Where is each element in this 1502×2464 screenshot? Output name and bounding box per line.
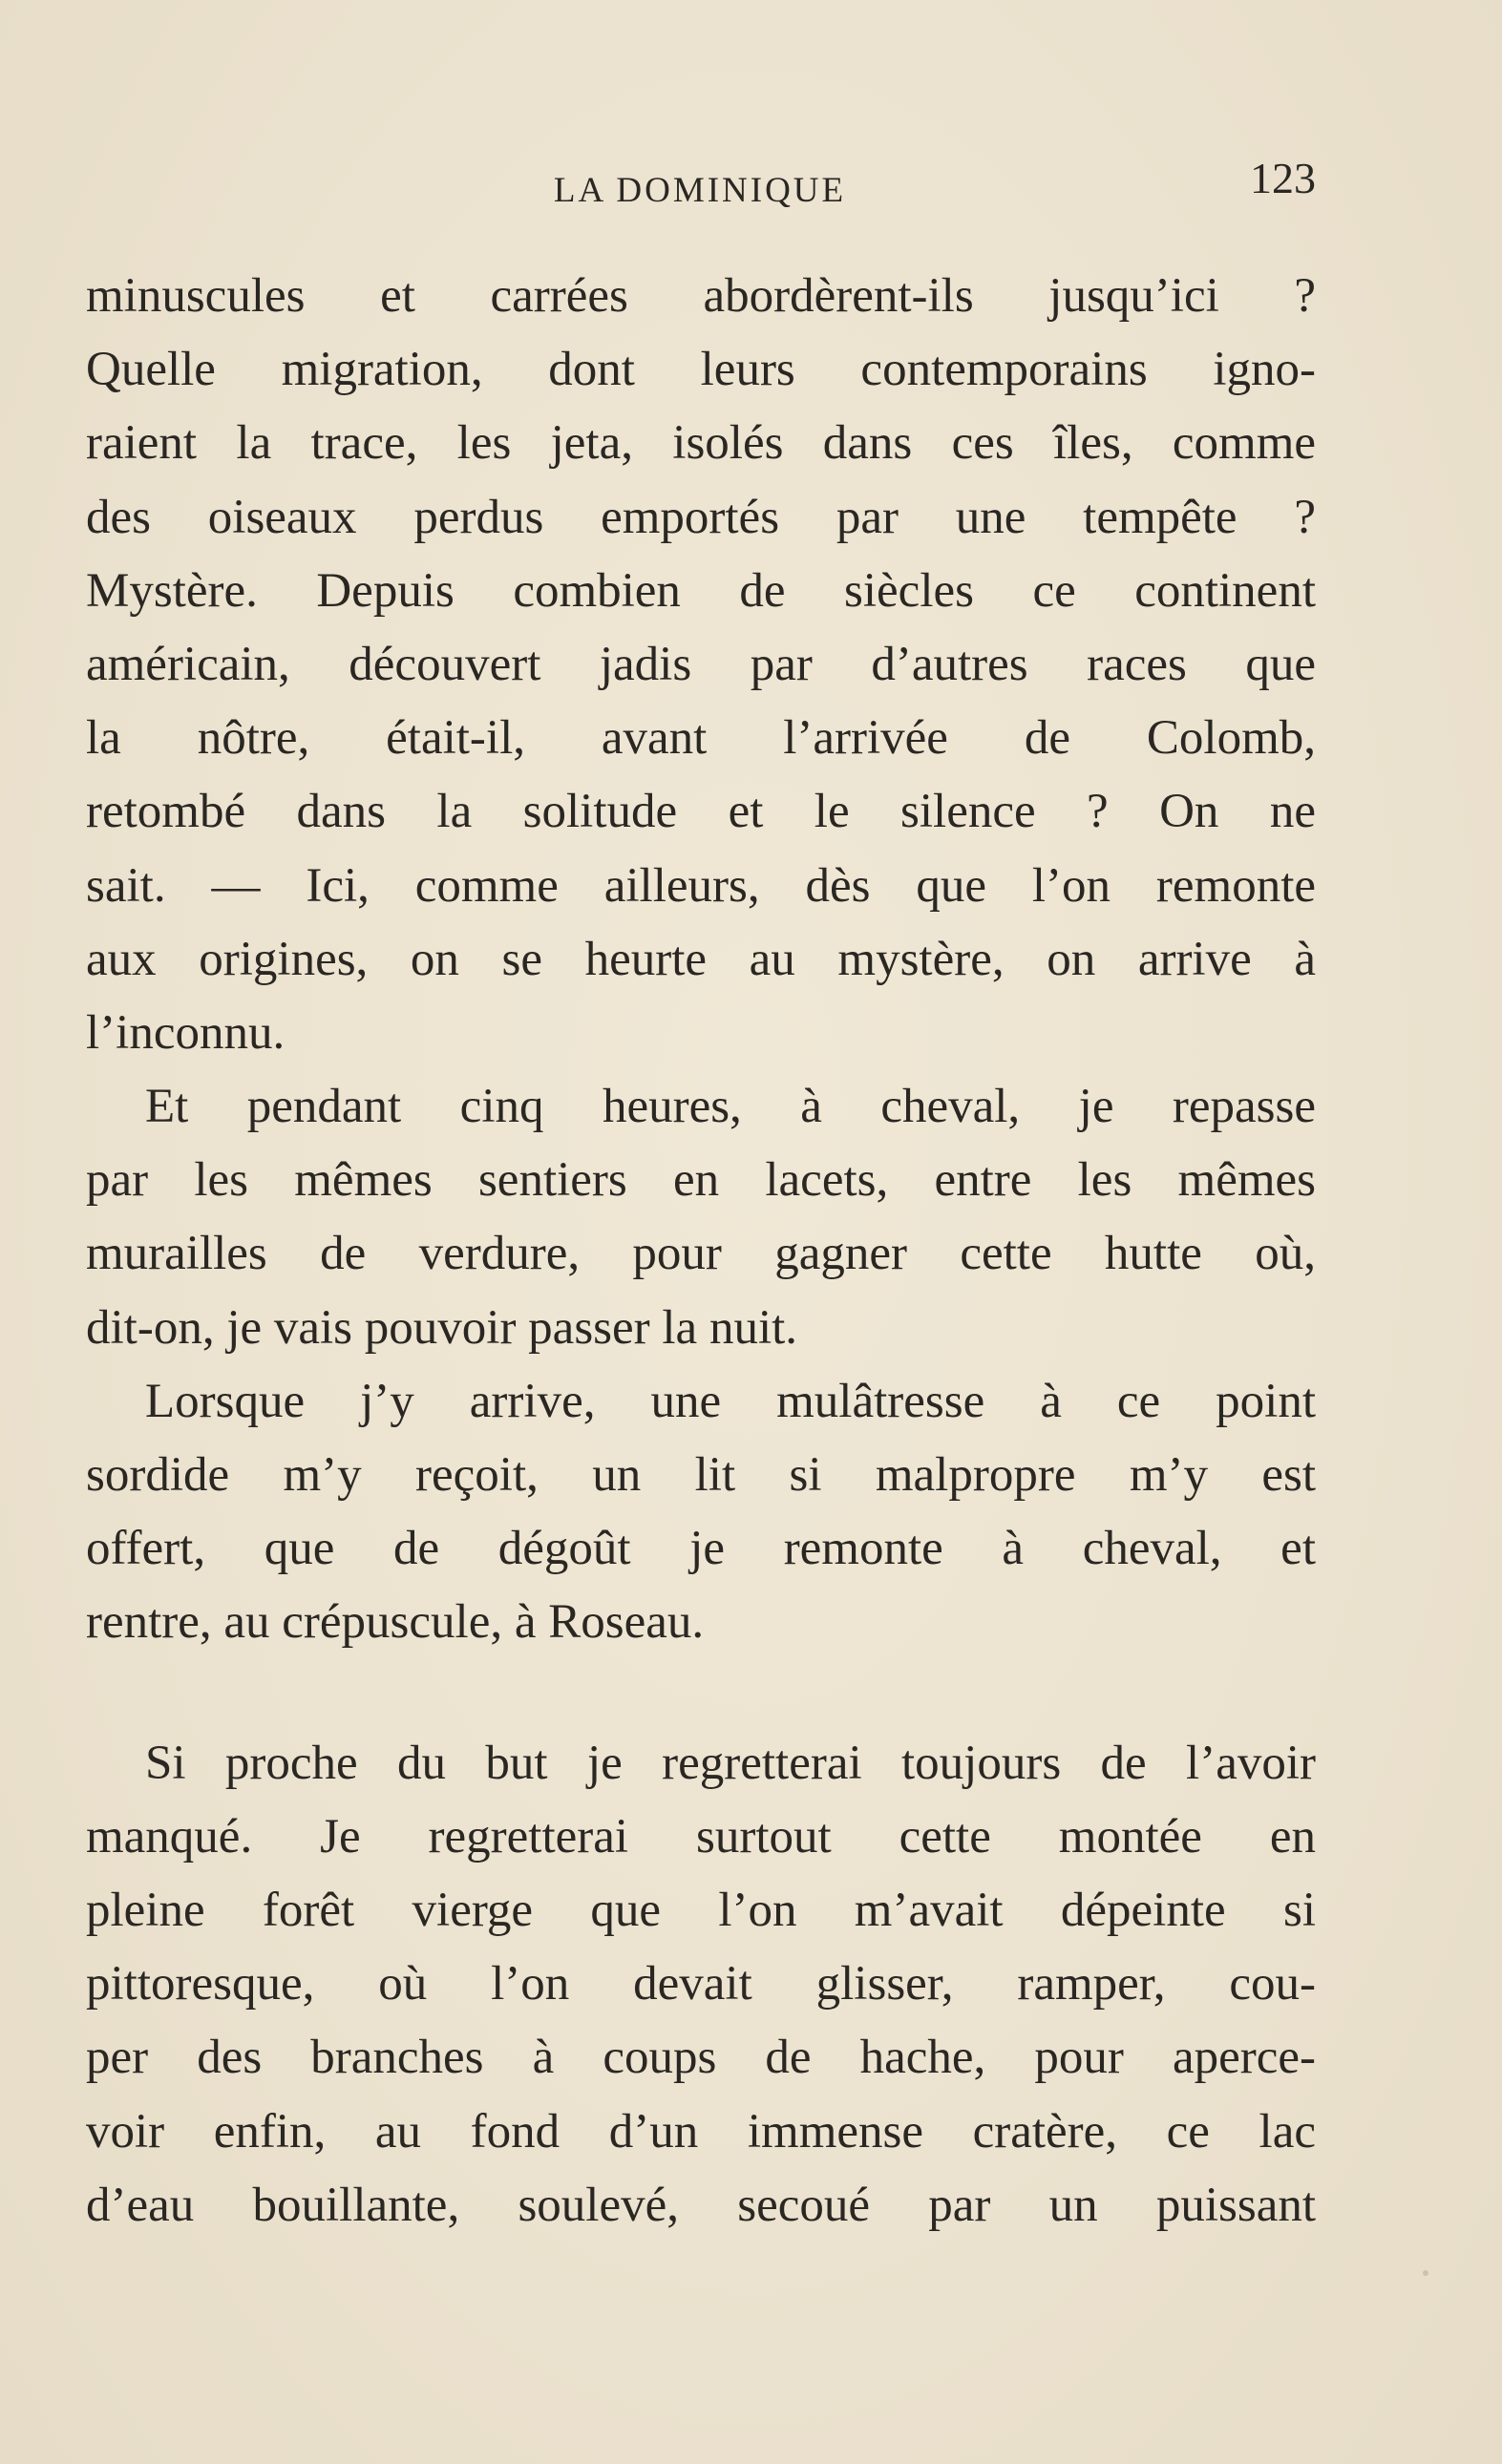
- paragraph-4: [86, 1727, 1316, 2243]
- text-line: aux origines, on se heurte au mystère, on arrive à: [86, 932, 1316, 986]
- page-header: [84, 153, 1316, 220]
- page-number: 123: [1250, 154, 1316, 202]
- text-line: pleine forêt vierge que l’on m’avait dépeinte si: [86, 1883, 1316, 1937]
- text-line: retombé dans la solitude et le silence ? On ne: [86, 785, 1316, 839]
- text-line: d’eau bouillante, soulevé, secoué par un puissant: [86, 2178, 1316, 2232]
- text-line: la nôtre, était-il, avant l’arrivée de Colomb,: [86, 711, 1316, 766]
- text-line: offert, que de dégoût je remonte à cheval, et: [86, 1522, 1316, 1576]
- text-line: par les mêmes sentiers en lacets, entre les mêmes: [86, 1153, 1316, 1208]
- text-line: manqué. Je regretterai surtout cette montée en: [86, 1809, 1316, 1864]
- text-line: raient la trace, les jeta, isolés dans ces îles, comme: [86, 416, 1316, 471]
- text-line: Quelle migration, dont leurs contemporains igno-: [86, 343, 1316, 397]
- text-line: Si proche du but je regretterai toujours de l’avoir: [145, 1736, 1316, 1790]
- text-line: per des branches à coups de hache, pour aperce-: [86, 2031, 1316, 2085]
- text-line: Et pendant cinq heures, à cheval, je repasse: [145, 1080, 1316, 1134]
- text-line: rentre, au crépuscule, à Roseau.: [86, 1595, 705, 1650]
- running-title: LA DOMINIQUE: [553, 171, 847, 210]
- text-line: pittoresque, où l’on devait glisser, ramper, cou-: [86, 1957, 1316, 2011]
- paragraph-2: [86, 1070, 1316, 1365]
- text-line: Mystère. Depuis combien de siècles ce continent: [86, 563, 1316, 618]
- text-line: américain, découvert jadis par d’autres races que: [86, 637, 1316, 691]
- paper-speck: [1423, 2270, 1428, 2276]
- text-line: l’inconnu.: [86, 1005, 286, 1060]
- text-line: voir enfin, au fond d’un immense cratère, ce lac: [86, 2104, 1316, 2159]
- text-line: sordide m’y reçoit, un lit si malpropre m’y est: [86, 1448, 1316, 1502]
- text-line: murailles de verdure, pour gagner cette hutte où,: [86, 1227, 1316, 1281]
- paragraph-1: [86, 260, 1316, 1070]
- body-text: [86, 260, 1316, 2243]
- text-line: sait. — Ici, comme ailleurs, dès que l’on remonte: [86, 858, 1316, 913]
- paragraph-3: [86, 1365, 1316, 1660]
- text-line: dit-on, je vais pouvoir passer la nuit.: [86, 1300, 798, 1355]
- text-line: Lorsque j’y arrive, une mulâtresse à ce point: [145, 1374, 1316, 1428]
- section-break: [86, 1660, 1316, 1727]
- text-line: des oiseaux perdus emportés par une tempête ?: [86, 490, 1316, 544]
- text-line: minuscules et carrées abordèrent-ils jusqu’ici ?: [86, 269, 1316, 323]
